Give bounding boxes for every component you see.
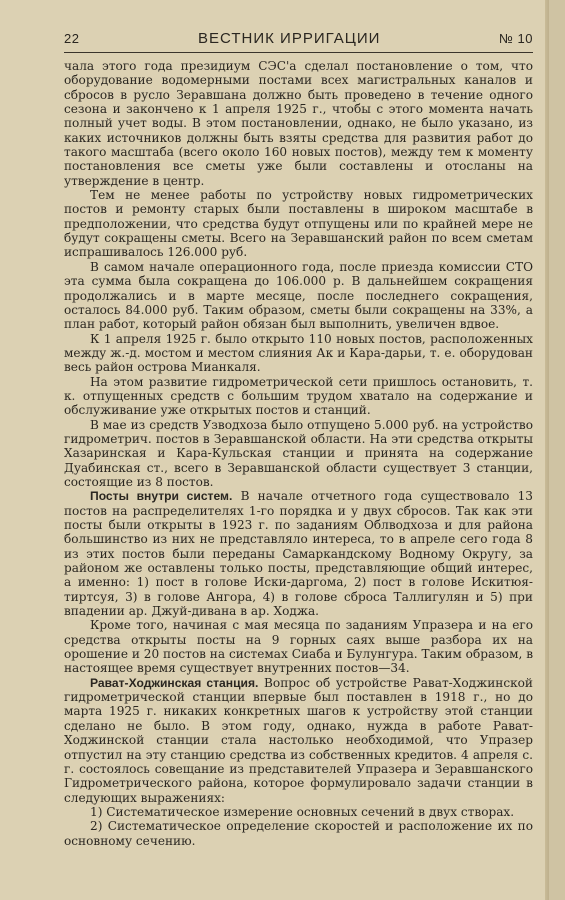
paragraph: чала этого года президиум СЭС'а сделал постановление о том, что оборудование водомерными постами всех магистральных каналов и сбросов в русло Зеравшана должно быть проведено в течение одного сезона и закончено к 1 апреля 1925 г., чтобы с этого момента начать полный учет воды. В этом постановлении, однако, не было указано, из каких источников должны быть взяты средства для развития работ до такого масштаба (всего около 160 новых постов), между тем к моменту постановления все сметы уже были составлены и отосланы на утверждение в центр. [64, 59, 533, 188]
paragraph: Кроме того, начиная с мая месяца по заданиям Упразера и на его средства открыты посты на 9 горных саях выше разбора их на орошение и 20 постов на системах Сиаба и Булунгура. Таким образом, в настоящее время существует внутренних постов—34. [64, 618, 533, 676]
paragraph: Рават-Ходжинская станция. Вопрос об устройстве Рават-Ходжинской гидрометрической станции впервые был поставлен в 1918 г., но до марта 1925 г. никаких конкретных шагов к устройству этой станции сделано не было. В этом году, однако, нужда в работе Рават-Ходжинской станции стала настолько необходимой, что Упразер отпустил на эту станцию средства из собственных кредитов. 4 апреля с. г. состоялось совещание из представителей Упразера и Зеравшанского Гидрометрического района, которое формулировало задачи станции в следующих выражениях: [64, 675, 533, 805]
article-body [64, 59, 533, 848]
paragraph: На этом развитие гидрометрической сети пришлось остановить, т. к. отпущенных средств с большим трудом хватало на содержание и обслуживание уже открытых постов и станций. [64, 374, 533, 418]
list-item: 1) Систематическое измерение основных сечений в двух створах. [90, 804, 515, 819]
paragraph: В самом начале операционного года, после приезда комиссии СТО эта сумма была сокращена до 106.000 р. В дальнейшем сокращения продолжались и в марте месяце, после последнего сокращения, осталось 84.000 руб. Таким образом, сметы были сокращены на 33%, а план работ, который район обязан был выполнить, увеличен вдвое. [64, 259, 533, 332]
list-item: 2) Систематическое определение скоростей и расположение их по основному сечению. [64, 819, 533, 848]
section-heading: Посты внутри систем. [90, 489, 233, 504]
paragraph: В мае из средств Узводхоза было отпущено 5.000 руб. на устройство гидрометрич. постов в Зеравшанской области. На эти средства открыты Хазаринская и Кара-Кульская станции и принята на содержание Дуабинская ст., всего в Зеравшанской области существует 3 станции, состоящие из 8 постов. [64, 417, 533, 489]
issue-number: № 10 [498, 31, 533, 46]
section-heading: Рават-Ходжинская станция. [90, 675, 259, 690]
paragraph: К 1 апреля 1925 г. было открыто 110 новых постов, расположенных между ж.-д. мостом и местом слияния Ак и Кара-дарьи, т. е. оборудован весь район острова Мианкаля. [64, 331, 533, 375]
paragraph: Посты внутри систем. В начале отчетного года существовало 13 постов на распределителях 1-го порядка и у двух сбросов. Так как эти посты были открыты в 1923 г. по заданиям Облводхоза и для района большинство из них не представляло интереса, то в апреле сего года 8 из этих постов были переданы Самаркандскому Водному Округу, за районом же оставлены только посты, представляющие общий интерес, а именно: 1) пост в голове Иски-даргома, 2) пост в голове Искитюя-тиртсуя, 3) в голове Ангора, 4) в голове сброса Таллигулян и 5) при впадении ар. Джуй-дивана в ар. Ходжа. [64, 489, 533, 619]
running-header [64, 30, 533, 53]
page-number: 22 [64, 31, 80, 46]
paragraph: Тем не менее работы по устройству новых гидрометрических постов и ремонту старых были поставлены в широком масштабе в предположении, что средства будут отпущены или по крайней мере не будут сокращены сметы. Всего на Зеравшанский район по всем сметам испрашивалось 126.000 руб. [64, 188, 533, 260]
journal-title: ВЕСТНИК ИРРИГАЦИИ [198, 30, 381, 47]
